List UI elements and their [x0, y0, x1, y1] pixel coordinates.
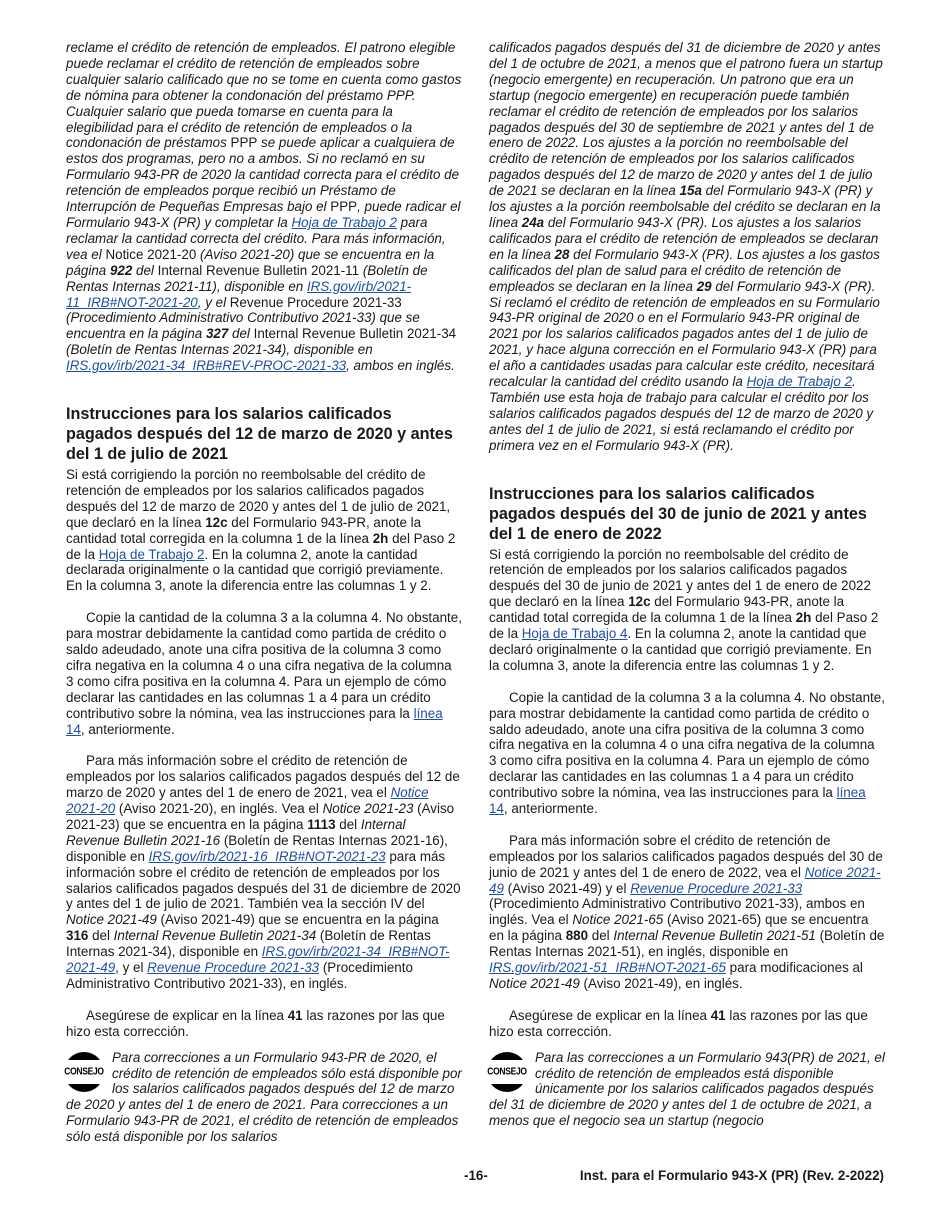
left-intro-paragraph: reclame el crédito de retención de empleados. El patrono elegible puede reclamar el crédito de retención de empleados sobre cualquier salario calificado que no se tome en cuenta como gastos de nómina para obtener la condonación del préstamo PPP. Cualquier salario que pueda tomarse en cuenta para la elegibilidad para el crédito de retención de empleados o la condonación de préstamos PPP se puede aplicar a cualquiera de estos dos programas, pero no a ambos. Si no reclamó en su Formulario 943-PR de 2020 la cantidad correcta para el crédito de retención de empleados porque recibió un Préstamo de Interrupción de Pequeñas Empresas bajo el PPP, puede radicar el Formulario 943-X (PR) y completar la Hoja de Trabajo 2 para reclamar la cantidad correcta del crédito. Para más información, vea el Notice 2021-20 (Aviso 2021-20) que se encuentra en la página 922 del Internal Revenue Bulletin 2021-11 (Boletín de Rentas Internas 2021-11), disponible en IRS.gov/irb/2021-11_IRB#NOT-2021-20, y el Revenue Procedure 2021-33 (Procedimiento Administrativo Contributivo 2021-33) que se encuentra en la página 327 del Internal Revenue Bulletin 2021-34 (Boletín de Rentas Internas 2021-34), disponible en IRS.gov/irb/2021-34_IRB#REV-PROC-2021-33, ambos en inglés.: [66, 40, 462, 374]
link-irb-2021-34-rev-proc[interactable]: IRS.gov/irb/2021-34_IRB#REV-PROC-2021-33: [66, 358, 347, 374]
consejo-tip-icon: CONSEJO: [64, 1052, 104, 1092]
left-paragraph-more-info: Para más información sobre el crédito de retención de empleados por los salarios calificados pagados después del 12 de marzo de 2020 y antes del 1 de enero de 2021, vea el Notice 2021-20 (Aviso 2021-20), en inglés. Vea el Notice 2021-23 (Aviso 2021-23) que se encuentra en la página 1113 del Internal Revenue Bulletin 2021-16 (Boletín de Rentas Internas 2021-16), disponible en IRS.gov/irb/2021-16_IRB#NOT-2021-23 para más información sobre el crédito de retención de empleados por los salarios calificados pagados después del 31 de diciembre de 2020 y antes del 1 de julio de 2021. También vea la sección IV del Notice 2021-49 (Aviso 2021-49) que se encuentra en la página 316 del Internal Revenue Bulletin 2021-34 (Boletín de Rentas Internas 2021-34), disponible en IRS.gov/irb/2021-34_IRB#NOT-2021-49, y el Revenue Procedure 2021-33 (Procedimiento Administrativo Contributivo 2021-33), en inglés.: [66, 753, 461, 991]
link-notice-2021-49[interactable]: Notice 2021-49: [489, 864, 881, 896]
left-tip-text: Para correcciones a un Formulario 943-PR de 2020, el crédito de retención de empleados sólo está disponible por los salarios calificados pagados después del 12 de marzo de 2020 y antes del 1 de enero de 2021. Para correcciones a un Formulario 943-PR de 2021, el crédito de retención de empleados sólo está disponible por los salarios: [66, 1049, 462, 1145]
document-title: Inst. para el Formulario 943-X (PR) (Rev. 2-2022): [579, 1168, 884, 1183]
link-revenue-procedure-2021-33[interactable]: Revenue Procedure 2021-33: [147, 960, 320, 976]
right-tip-box: [489, 1050, 885, 1130]
right-tip-text: Para las correcciones a un Formulario 943(PR) de 2021, el crédito de retención de empleados está disponible únicamente por los salarios calificados pagados después del 31 de diciembre de 2020 y antes del 1 de octubre de 2021, a menos que el negocio sea un startup (negocio: [489, 1049, 885, 1129]
right-paragraph-explain: Asegúrese de explicar en la línea 41 las razones por las que hizo esta corrección.: [489, 1007, 868, 1039]
link-hoja-de-trabajo-4[interactable]: Hoja de Trabajo 4: [521, 626, 628, 642]
page-number: -16-: [464, 1168, 488, 1183]
link-irb-2021-16[interactable]: IRS.gov/irb/2021-16_IRB#NOT-2021-23: [148, 848, 386, 864]
left-paragraph-explain: Asegúrese de explicar en la línea 41 las razones por las que hizo esta corrección.: [66, 1007, 445, 1039]
link-linea-14[interactable]: línea 14: [489, 785, 866, 817]
page-footer: [0, 1168, 950, 1188]
link-linea-14[interactable]: línea 14: [66, 705, 443, 737]
link-notice-2021-20[interactable]: Notice 2021-20: [66, 785, 429, 817]
consejo-tip-icon: CONSEJO: [487, 1052, 527, 1092]
link-irb-2021-34-not[interactable]: IRS.gov/irb/2021-34_IRB#NOT-2021-49: [66, 944, 450, 976]
right-column: [489, 40, 885, 1129]
left-column: [66, 40, 462, 1145]
left-paragraph-correction: Si está corrigiendo la porción no reembolsable del crédito de retención de empleados por los salarios calificados pagados después del 12 de marzo de 2020 y antes del 1 de julio de 2021, que declaró en la línea 12c del Formulario 943-PR, anote la cantidad total corregida en la columna 1 de la línea 2h del Paso 2 de la Hoja de Trabajo 2. En la columna 2, anote la cantidad declarada originalmente o la cantidad que corrigió previamente. En la columna 3, anote la diferencia entre las columnas 1 y 2.: [66, 467, 456, 594]
link-hoja-de-trabajo-2[interactable]: Hoja de Trabajo 2: [746, 374, 853, 390]
link-irb-2021-51[interactable]: IRS.gov/irb/2021-51_IRB#NOT-2021-65: [489, 960, 726, 976]
link-hoja-de-trabajo-2[interactable]: Hoja de Trabajo 2: [291, 214, 397, 230]
right-paragraph-copy: Copie la cantidad de la columna 3 a la columna 4. No obstante, para mostrar debidamente la cantidad como partida de crédito o saldo adeudado, anote una cifra positiva de la columna 3 como cifra negativa en la columna 4 o una cifra negativa de la columna 3 como cifra positiva en la columna 4. Para un ejemplo de cómo declarar las cantidades en las columnas 1 a 4 para un crédito contributivo sobre la nómina, vea las instrucciones para la línea 14, anteriormente.: [489, 689, 885, 817]
left-section-heading: Instrucciones para los salarios calificados pagados después del 12 de marzo de 2020 y antes del 1 de julio de 2021: [66, 405, 453, 464]
right-section-heading: Instrucciones para los salarios calificados pagados después del 30 de junio de 2021 y antes del 1 de enero de 2022: [489, 484, 867, 543]
left-tip-box: [66, 1050, 462, 1145]
right-intro-paragraph: calificados pagados después del 31 de diciembre de 2020 y antes del 1 de octubre de 2021, a menos que el patrono fuera un startup (negocio emergente) en recuperación. Un patrono que era un startup (negocio emergente) en recuperación puede también reclamar el crédito de retención de empleados por los salarios pagados después del 30 de septiembre de 2021 y antes del 1 de enero de 2022. Los ajustes a la porción no reembolsable del crédito de retención de empleados por los salarios calificados pagados después del 12 de marzo de 2020 y antes del 1 de julio de 2021 se declaran en la línea 15a del Formulario 943-X (PR) y los ajustes a la porción reembolsable del crédito se declaran en la línea 24a del Formulario 943-X (PR). Los ajustes a los salarios calificados para el crédito de retención de empleados se declaran en la línea 28 del Formulario 943-X (PR). Los ajustes a los gastos calificados del plan de salud para el crédito de retención de empleados se declaran en la línea 29 del Formulario 943-X (PR). Si reclamó el crédito de retención de empleados en su Formulario 943-PR original de 2020 o en el Formulario 943-PR original de 2021 por los salarios calificados pagados antes del 1 de julio de 2021, y hace alguna corrección en el Formulario 943-X (PR) para el año a cantidades usadas para calcular este crédito, necesitará recalcular la cantidad del crédito usando la Hoja de Trabajo 2. También use esta hoja de trabajo para calcular el crédito por los salarios calificados pagados después del 12 de marzo de 2020 y antes del 1 de julio de 2021, si está reclamando el crédito por primera vez en el Formulario 943-X (PR).: [489, 40, 883, 453]
link-hoja-de-trabajo-2[interactable]: Hoja de Trabajo 2: [98, 546, 205, 562]
right-paragraph-correction: Si está corrigiendo la porción no reembolsable del crédito de retención de empleados por los salarios calificados pagados después del 30 de junio de 2021 y antes del 1 de enero de 2022 que declaró en la línea 12c del Formulario 943-PR, anote la cantidad total corregida de la columna 1 de la línea 2h del Paso 2 de la Hoja de Trabajo 4. En la columna 2, anote la cantidad que declaró originalmente o la cantidad que corrigió previamente. En la columna 3, anote la diferencia entre las columnas 1 y 2.: [489, 546, 879, 673]
left-paragraph-copy: Copie la cantidad de la columna 3 a la columna 4. No obstante, para mostrar debidamente la cantidad como partida de crédito o saldo adeudado, anote una cifra positiva de la columna 3 como cifra negativa en la columna 4 o una cifra negativa de la columna 3 como cifra positiva en la columna 4. Para un ejemplo de cómo declarar las cantidades en las columnas 1 a 4 para un crédito contributivo sobre la nómina, vea las instrucciones para la línea 14, anteriormente.: [66, 610, 462, 737]
link-irb-2021-11[interactable]: IRS.gov/irb/2021-11_IRB#NOT-2021-20: [66, 278, 412, 310]
link-revenue-procedure-2021-33[interactable]: Revenue Procedure 2021-33: [630, 880, 803, 896]
right-paragraph-more-info: Para más información sobre el crédito de retención de empleados por los salarios calificados pagados después del 30 de junio de 2021 y antes del 1 de enero de 2022, vea el Notice 2021-49 (Aviso 2021-49) y el Revenue Procedure 2021-33 (Procedimiento Administrativo Contributivo 2021-33), ambos en inglés. Vea el Notice 2021-65 (Aviso 2021-65) que se encuentra en la página 880 del Internal Revenue Bulletin 2021-51 (Boletín de Rentas Internas 2021-51), en inglés, disponible en IRS.gov/irb/2021-51_IRB#NOT-2021-65 para modificaciones al Notice 2021-49 (Aviso 2021-49), en inglés.: [489, 832, 885, 991]
